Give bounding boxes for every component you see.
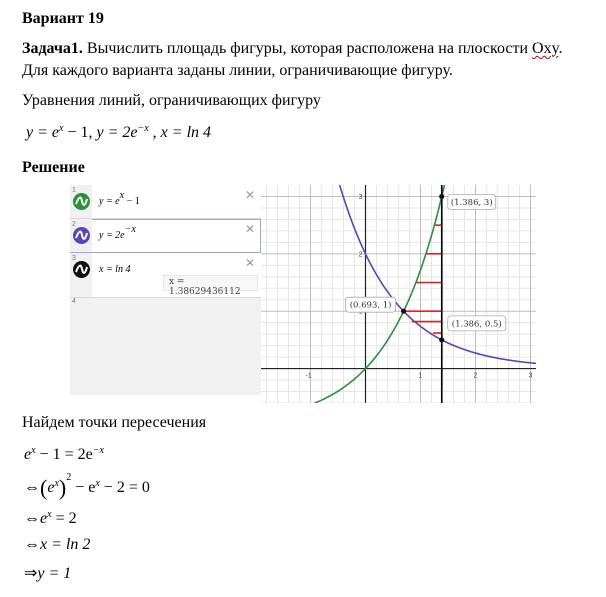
y-tick-label: 3	[358, 193, 363, 201]
expression-index: 1	[70, 185, 92, 218]
close-icon[interactable]: ✕	[244, 222, 255, 236]
eq-y1: y = e	[26, 124, 59, 141]
expression-index: 3	[70, 253, 92, 297]
x-tick-label: 1	[418, 372, 423, 380]
equation-line-5: ⇒y = 1	[24, 565, 72, 582]
given-equations	[26, 124, 211, 142]
lines-intro: Уравнения линий, ограничивающих фигуру	[22, 92, 321, 109]
solution-title: Решение	[22, 159, 85, 176]
eq-y2: y = 2e	[96, 124, 138, 141]
task-statement	[22, 38, 592, 82]
equation-line-4: ⇔x = ln 2	[24, 536, 91, 553]
expression-row-3[interactable]	[70, 253, 261, 298]
close-icon[interactable]: ✕	[244, 256, 255, 270]
curve-icon[interactable]	[73, 261, 90, 278]
intersection-point	[439, 194, 444, 199]
curve-icon[interactable]	[73, 193, 90, 210]
intersection-point	[401, 309, 406, 314]
eq-y2-exp: −x	[137, 123, 149, 134]
point-label: (1.386, 3)	[450, 197, 493, 208]
task-text-2: . Для каждого варианта заданы линии, ограничивающие фигуру.	[22, 40, 563, 79]
equation-line-2: $\Leftrightarrow(e^x)^2 - e^x - 2 = 0$	[24, 472, 150, 500]
empty-expression-index: 4	[72, 298, 76, 305]
expression-row-2[interactable]	[70, 219, 261, 253]
close-icon[interactable]: ✕	[244, 188, 255, 202]
expression-text[interactable]: x = ln 4	[99, 264, 131, 275]
task-text-1: Вычислить площадь фигуры, которая расположена на плоскости	[82, 40, 533, 57]
intersection-point	[439, 337, 444, 342]
expression-text[interactable]: $y = 2e^{-x}$	[99, 224, 136, 241]
x-tick-label: -1	[305, 372, 312, 380]
eq-y1-exp: x	[59, 123, 64, 134]
expression-text[interactable]: $y = e^x - 1$	[99, 190, 140, 207]
eq-y1-rest: − 1,	[63, 124, 93, 141]
expression-panel-background	[70, 296, 261, 395]
equation-line-3: $\Leftrightarrow e^x = 2$	[24, 509, 77, 527]
oxy-word: Oxy	[532, 40, 559, 57]
expression-panel	[70, 185, 261, 305]
equation-line-1: $e^x - 1 = 2e^{-x}$	[24, 445, 104, 463]
eq-x3: x = ln 4	[160, 124, 212, 141]
x-tick-label: 3	[528, 372, 533, 380]
value-readout: x = 1.38629436112	[163, 275, 258, 291]
find-intersection-title: Найдем точки пересечения	[22, 414, 207, 431]
y-tick-label: 2	[358, 251, 363, 259]
x-tick-label: 2	[473, 372, 478, 380]
task-label: Задача1.	[22, 40, 83, 57]
function-graph[interactable]	[261, 185, 536, 403]
expression-index: 2	[70, 219, 92, 252]
point-label: (0.693, 1)	[349, 300, 392, 311]
point-label: (1.386, 0.5)	[451, 319, 502, 330]
expression-row-1[interactable]	[70, 185, 261, 219]
eq-y2-rest: ,	[148, 124, 157, 141]
curve-icon[interactable]	[73, 227, 90, 244]
variant-title: Вариант 19	[22, 10, 104, 27]
